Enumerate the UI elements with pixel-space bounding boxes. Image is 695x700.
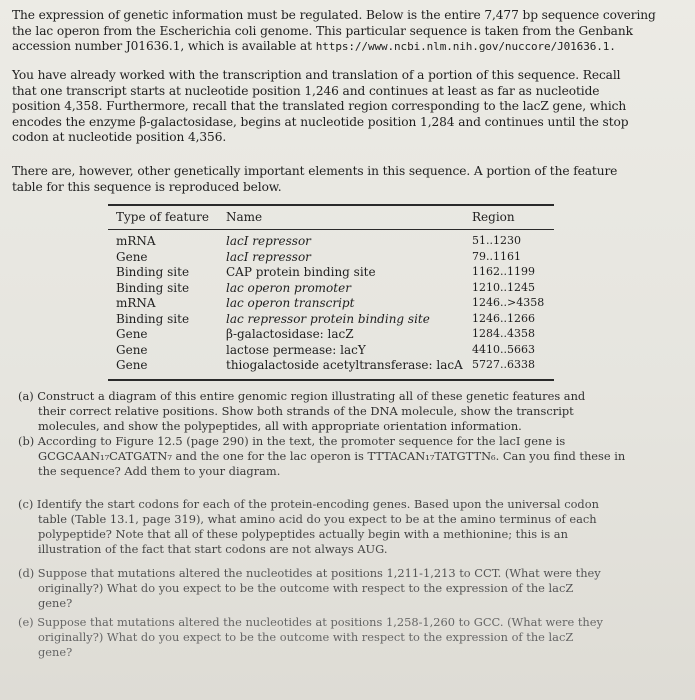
cell-type: mRNA: [116, 234, 156, 248]
recall-line: codon at nucleotide position 4,356.: [12, 130, 227, 144]
cell-name: lac operon transcript: [226, 296, 355, 310]
cell-name: β-galactosidase: lacZ: [226, 327, 354, 341]
cell-name: CAP protein binding site: [226, 265, 376, 279]
cell-name: lacI repressor: [226, 249, 311, 264]
table-header-rule: [108, 229, 554, 230]
table-row: [108, 265, 554, 280]
question-line: illustration of the fact that start codons are not always AUG.: [38, 542, 388, 556]
recall-line: encodes the enzyme β-galactosidase, begins at nucleotide position 1,284 and continues until the stop: [12, 114, 629, 129]
table-top-rule: [108, 204, 554, 206]
table-row: [108, 250, 554, 265]
cell-region: 79..1161: [472, 249, 521, 263]
table-row: [108, 234, 554, 249]
question-line: (a) Construct a diagram of this entire genomic region illustrating all of these genetic features and: [18, 389, 586, 403]
intro-line: The expression of genetic information must be regulated. Below is the entire 7,477 bp sequence covering: [12, 8, 656, 22]
cell-region: 1246..>4358: [472, 296, 545, 309]
cell-name: thiogalactoside acetyltransferase: lacA: [226, 358, 463, 372]
question-line: GCGCAAN₁₇CATGATN₇ and the one for the lac operon is TTTACAN₁₇TATGTTN₆. Can you find these in: [38, 449, 626, 463]
cell-type: Gene: [116, 327, 148, 341]
question-line: polypeptide? Note that all of these polypeptides actually begin with a methionine; this is an: [38, 527, 568, 541]
table-row: [108, 312, 554, 327]
table-bottom-rule: [108, 379, 554, 381]
recall-line: You have already worked with the transcription and translation of a portion of this sequence. Recall: [12, 68, 621, 82]
question-line: (c) Identify the start codons for each of the protein-encoding genes. Based upon the universal codon: [18, 497, 599, 511]
cell-type: Binding site: [116, 311, 190, 326]
intro-line: accession number J01636.1, which is available at https://www.ncbi.nlm.nih.gov/nuccore/J01636.1.: [12, 39, 616, 53]
recall-line: that one transcript starts at nucleotide position 1,246 and continues at least as far as nucleotide: [12, 83, 600, 98]
features-intro-paragraph: [12, 164, 680, 195]
cell-region: 4410..5663: [472, 342, 535, 356]
question-line: (d) Suppose that mutations altered the nucleotides at positions 1,211-1,213 to CCT. (What were they: [18, 566, 601, 580]
features-intro-line: table for this sequence is reproduced below.: [12, 179, 282, 194]
cell-region: 51..1230: [472, 234, 521, 247]
question-line: the sequence? Add them to your diagram.: [38, 464, 281, 478]
question-line: (b) According to Figure 12.5 (page 290) in the text, the promoter sequence for the lacI gene is: [18, 434, 566, 448]
question-line: their correct relative positions. Show both strands of the DNA molecule, show the transcript: [38, 404, 574, 418]
cell-type: Gene: [116, 358, 148, 372]
table-row: [108, 327, 554, 342]
question-line: originally?) What do you expect to be the outcome with respect to the expression of the lacZ: [38, 630, 574, 644]
question-line: gene?: [38, 596, 73, 610]
question-line: originally?) What do you expect to be the outcome with respect to the expression of the lacZ: [38, 581, 574, 595]
question-e: [18, 615, 678, 660]
genbank-url: https://www.ncbi.nlm.nih.gov/nuccore/J01636.1.: [315, 40, 616, 53]
question-a: [18, 389, 678, 434]
cell-name: lacI repressor: [226, 234, 311, 248]
recall-paragraph: [12, 68, 680, 146]
question-line: molecules, and show the polypeptides, all with appropriate orientation information.: [38, 419, 522, 433]
cell-type: Binding site: [116, 265, 190, 279]
table-row: [108, 358, 554, 373]
intro-paragraph: [12, 8, 680, 55]
table-row: [108, 281, 554, 296]
cell-type: mRNA: [116, 296, 156, 310]
intro-line: the lac operon from the Escherichia coli genome. This particular sequence is taken from the Genbank: [12, 23, 633, 38]
cell-region: 1246..1266: [472, 311, 535, 325]
cell-type: Binding site: [116, 280, 190, 295]
question-d: [18, 566, 678, 611]
question-line: table (Table 13.1, page 319), what amino acid do you expect to be at the amino terminus of each: [38, 512, 597, 526]
cell-region: 1284..4358: [472, 327, 535, 340]
cell-region: 5727..6338: [472, 358, 535, 371]
header-name: Name: [226, 210, 263, 224]
question-line: gene?: [38, 645, 73, 659]
header-type: Type of feature: [116, 210, 209, 224]
features-intro-line: There are, however, other genetically important elements in this sequence. A portion of the feature: [12, 164, 618, 178]
question-c: [18, 497, 678, 557]
header-region: Region: [472, 210, 515, 224]
table-row: [108, 296, 554, 311]
question-line: (e) Suppose that mutations altered the nucleotides at positions 1,258-1,260 to GCC. (What were they: [18, 615, 603, 629]
table-row: [108, 343, 554, 358]
cell-region: 1162..1199: [472, 265, 535, 278]
recall-line: position 4,358. Furthermore, recall that the translated region corresponding to the lacZ gene, which: [12, 99, 627, 113]
cell-name: lactose permease: lacY: [226, 342, 366, 357]
cell-name: lac operon promoter: [226, 280, 351, 295]
cell-region: 1210..1245: [472, 280, 535, 294]
cell-name: lac repressor protein binding site: [226, 311, 430, 326]
cell-type: Gene: [116, 342, 148, 357]
question-b: [18, 434, 678, 479]
cell-type: Gene: [116, 249, 148, 264]
